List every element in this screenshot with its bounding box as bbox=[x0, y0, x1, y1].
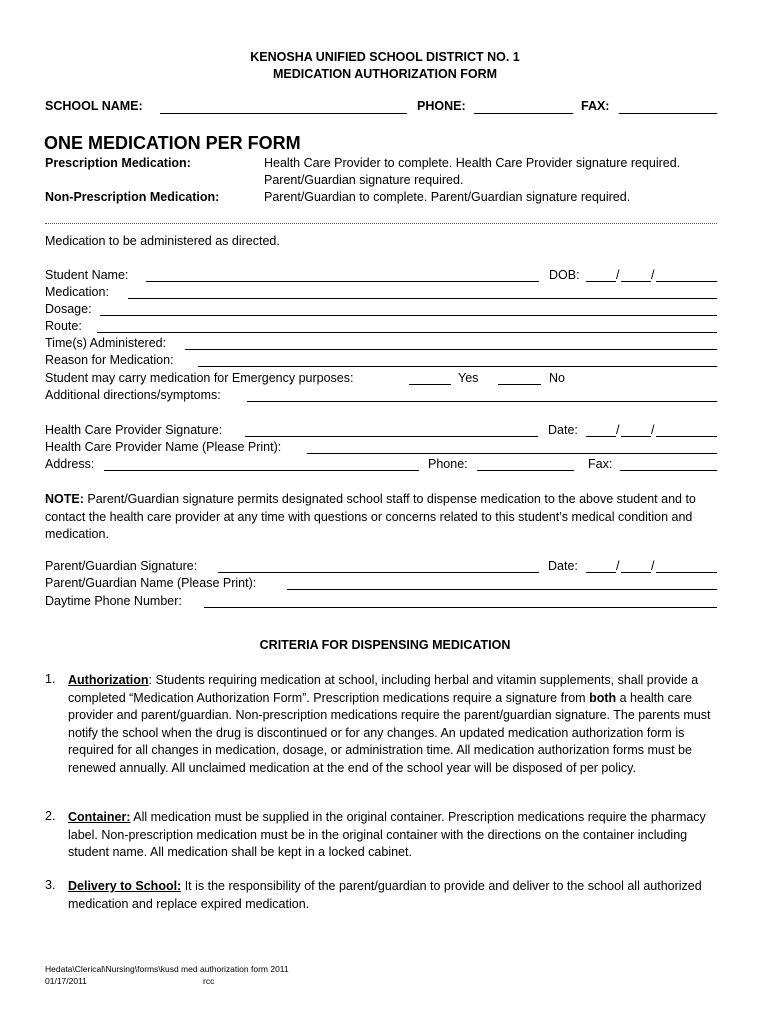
dob-label: DOB: bbox=[549, 268, 580, 282]
medication-label: Medication: bbox=[45, 285, 109, 299]
provider-signature-label: Health Care Provider Signature: bbox=[45, 423, 223, 437]
dosage-field[interactable] bbox=[100, 315, 717, 316]
dob-sep-2: / bbox=[651, 268, 655, 282]
criteria-3-title: Delivery to School: bbox=[68, 879, 182, 893]
prescription-label: Prescription Medication: bbox=[45, 156, 191, 170]
directed-text: Medication to be administered as directed. bbox=[45, 234, 280, 248]
guardian-date-label: Date: bbox=[548, 559, 578, 573]
footer-path: Hedata\Clerical\Nursing\forms\kusd med authorization form 2011 bbox=[45, 964, 289, 974]
reason-label: Reason for Medication: bbox=[45, 353, 174, 367]
provider-date-year[interactable] bbox=[656, 436, 717, 437]
carry-no-field[interactable] bbox=[498, 384, 541, 385]
criteria-heading: CRITERIA FOR DISPENSING MEDICATION bbox=[259, 638, 511, 652]
guardian-signature-field[interactable] bbox=[218, 572, 539, 573]
address-field[interactable] bbox=[104, 470, 419, 471]
dob-sep-1: / bbox=[616, 268, 620, 282]
carry-label: Student may carry medication for Emergency purposes: bbox=[45, 371, 354, 385]
guardian-date-day[interactable] bbox=[621, 572, 651, 573]
provider-name-label: Health Care Provider Name (Please Print): bbox=[45, 440, 282, 454]
one-medication-heading: ONE MEDICATION PER FORM bbox=[44, 133, 301, 153]
school-phone-label: PHONE: bbox=[417, 99, 466, 113]
medication-field[interactable] bbox=[128, 298, 717, 299]
criteria-3-text: It is the responsibility of the parent/guardian to provide and deliver to the school all authorized medication and replace expired medication. bbox=[68, 879, 702, 911]
criteria-1-bold: both bbox=[589, 690, 617, 705]
provider-phone-label: Phone: bbox=[428, 457, 468, 471]
guardian-date-month[interactable] bbox=[586, 572, 616, 573]
school-name-field[interactable] bbox=[160, 113, 407, 114]
carry-yes-label: Yes bbox=[458, 371, 479, 385]
additional-label: Additional directions/symptoms: bbox=[45, 388, 221, 402]
provider-date-month[interactable] bbox=[586, 436, 616, 437]
non-prescription-label: Non-Prescription Medication: bbox=[45, 190, 220, 204]
school-phone-field[interactable] bbox=[474, 113, 573, 114]
carry-yes-field[interactable] bbox=[409, 384, 451, 385]
note-text: Parent/Guardian signature permits designated school staff to dispense medication to the above student and to contact the health care provider at any time with questions or concerns related to this student’s medical condition and medication. bbox=[45, 492, 696, 541]
district-title: KENOSHA UNIFIED SCHOOL DISTRICT NO. 1 bbox=[250, 50, 520, 64]
provider-fax-field[interactable] bbox=[620, 470, 717, 471]
dob-year-field[interactable] bbox=[656, 281, 717, 282]
footer-date: 01/17/2011 bbox=[45, 976, 87, 986]
criteria-3-paragraph bbox=[68, 878, 723, 913]
criteria-2-text: All medication must be supplied in the original container. Prescription medications require the pharmacy label. Non-prescription medication must be in the original container with the directions on the container including student name. All medication shall be kept in a locked cabinet. bbox=[68, 810, 706, 859]
section-divider bbox=[45, 223, 717, 224]
route-label: Route: bbox=[45, 319, 82, 333]
carry-no-label: No bbox=[549, 371, 565, 385]
criteria-2-title: Container: bbox=[68, 810, 131, 824]
provider-name-field[interactable] bbox=[307, 453, 717, 454]
address-label: Address: bbox=[45, 457, 95, 471]
dob-day-field[interactable] bbox=[621, 281, 651, 282]
reason-field[interactable] bbox=[198, 366, 717, 367]
form-title: MEDICATION AUTHORIZATION FORM bbox=[272, 67, 498, 81]
daytime-phone-label: Daytime Phone Number: bbox=[45, 594, 182, 608]
school-name-label: SCHOOL NAME: bbox=[45, 99, 143, 113]
provider-phone-field[interactable] bbox=[477, 470, 574, 471]
daytime-phone-field[interactable] bbox=[204, 607, 717, 608]
times-label: Time(s) Administered: bbox=[45, 336, 167, 350]
provider-date-sep-1: / bbox=[616, 423, 620, 437]
guardian-name-field[interactable] bbox=[287, 589, 717, 590]
guardian-date-sep-1: / bbox=[616, 559, 620, 573]
route-field[interactable] bbox=[97, 332, 717, 333]
criteria-2-paragraph bbox=[68, 809, 723, 862]
note-paragraph bbox=[45, 491, 725, 544]
provider-date-day[interactable] bbox=[621, 436, 651, 437]
student-name-label: Student Name: bbox=[45, 268, 129, 282]
school-fax-label: FAX: bbox=[581, 99, 610, 113]
additional-field[interactable] bbox=[247, 401, 717, 402]
guardian-date-year[interactable] bbox=[656, 572, 717, 573]
criteria-1-paragraph bbox=[68, 672, 718, 777]
provider-signature-field[interactable] bbox=[245, 436, 538, 437]
criteria-3-number: 3. bbox=[45, 878, 56, 892]
criteria-1-number: 1. bbox=[45, 672, 56, 686]
provider-date-label: Date: bbox=[548, 423, 578, 437]
provider-date-sep-2: / bbox=[651, 423, 655, 437]
guardian-signature-label: Parent/Guardian Signature: bbox=[45, 559, 198, 573]
criteria-1-text-a: : Students requiring medication at school, including herbal and vitamin supplements, shall provide a completed “Medication Authorization Form”. Prescription medications require a signature from bbox=[68, 673, 699, 705]
footer-initials: rcc bbox=[203, 976, 215, 986]
non-prescription-text: Parent/Guardian to complete. Parent/Guardian signature required. bbox=[264, 190, 631, 204]
student-name-field[interactable] bbox=[146, 281, 539, 282]
prescription-text-2: Parent/Guardian signature required. bbox=[264, 173, 464, 187]
criteria-1-text-b: a health care provider and parent/guardian. Non-prescription medications require the parent/guardian signature. The parents must notify the school when the drug is discontinued or for any changes. An updated medication authorization form is required for all changes in medication, dosage, or administration time. All medication authorization forms must be renewed annually. All unclaimed medication at the end of the school year will be disposed of per policy. bbox=[68, 690, 711, 775]
criteria-1-title: Authorization bbox=[68, 673, 149, 687]
provider-fax-label: Fax: bbox=[588, 457, 613, 471]
note-label: NOTE: bbox=[45, 492, 84, 506]
dosage-label: Dosage: bbox=[45, 302, 92, 316]
school-fax-field[interactable] bbox=[619, 113, 717, 114]
guardian-name-label: Parent/Guardian Name (Please Print): bbox=[45, 576, 257, 590]
dob-month-field[interactable] bbox=[586, 281, 616, 282]
criteria-2-number: 2. bbox=[45, 809, 56, 823]
prescription-text-1: Health Care Provider to complete. Health Care Provider signature required. bbox=[264, 156, 681, 170]
guardian-date-sep-2: / bbox=[651, 559, 655, 573]
times-field[interactable] bbox=[185, 349, 717, 350]
